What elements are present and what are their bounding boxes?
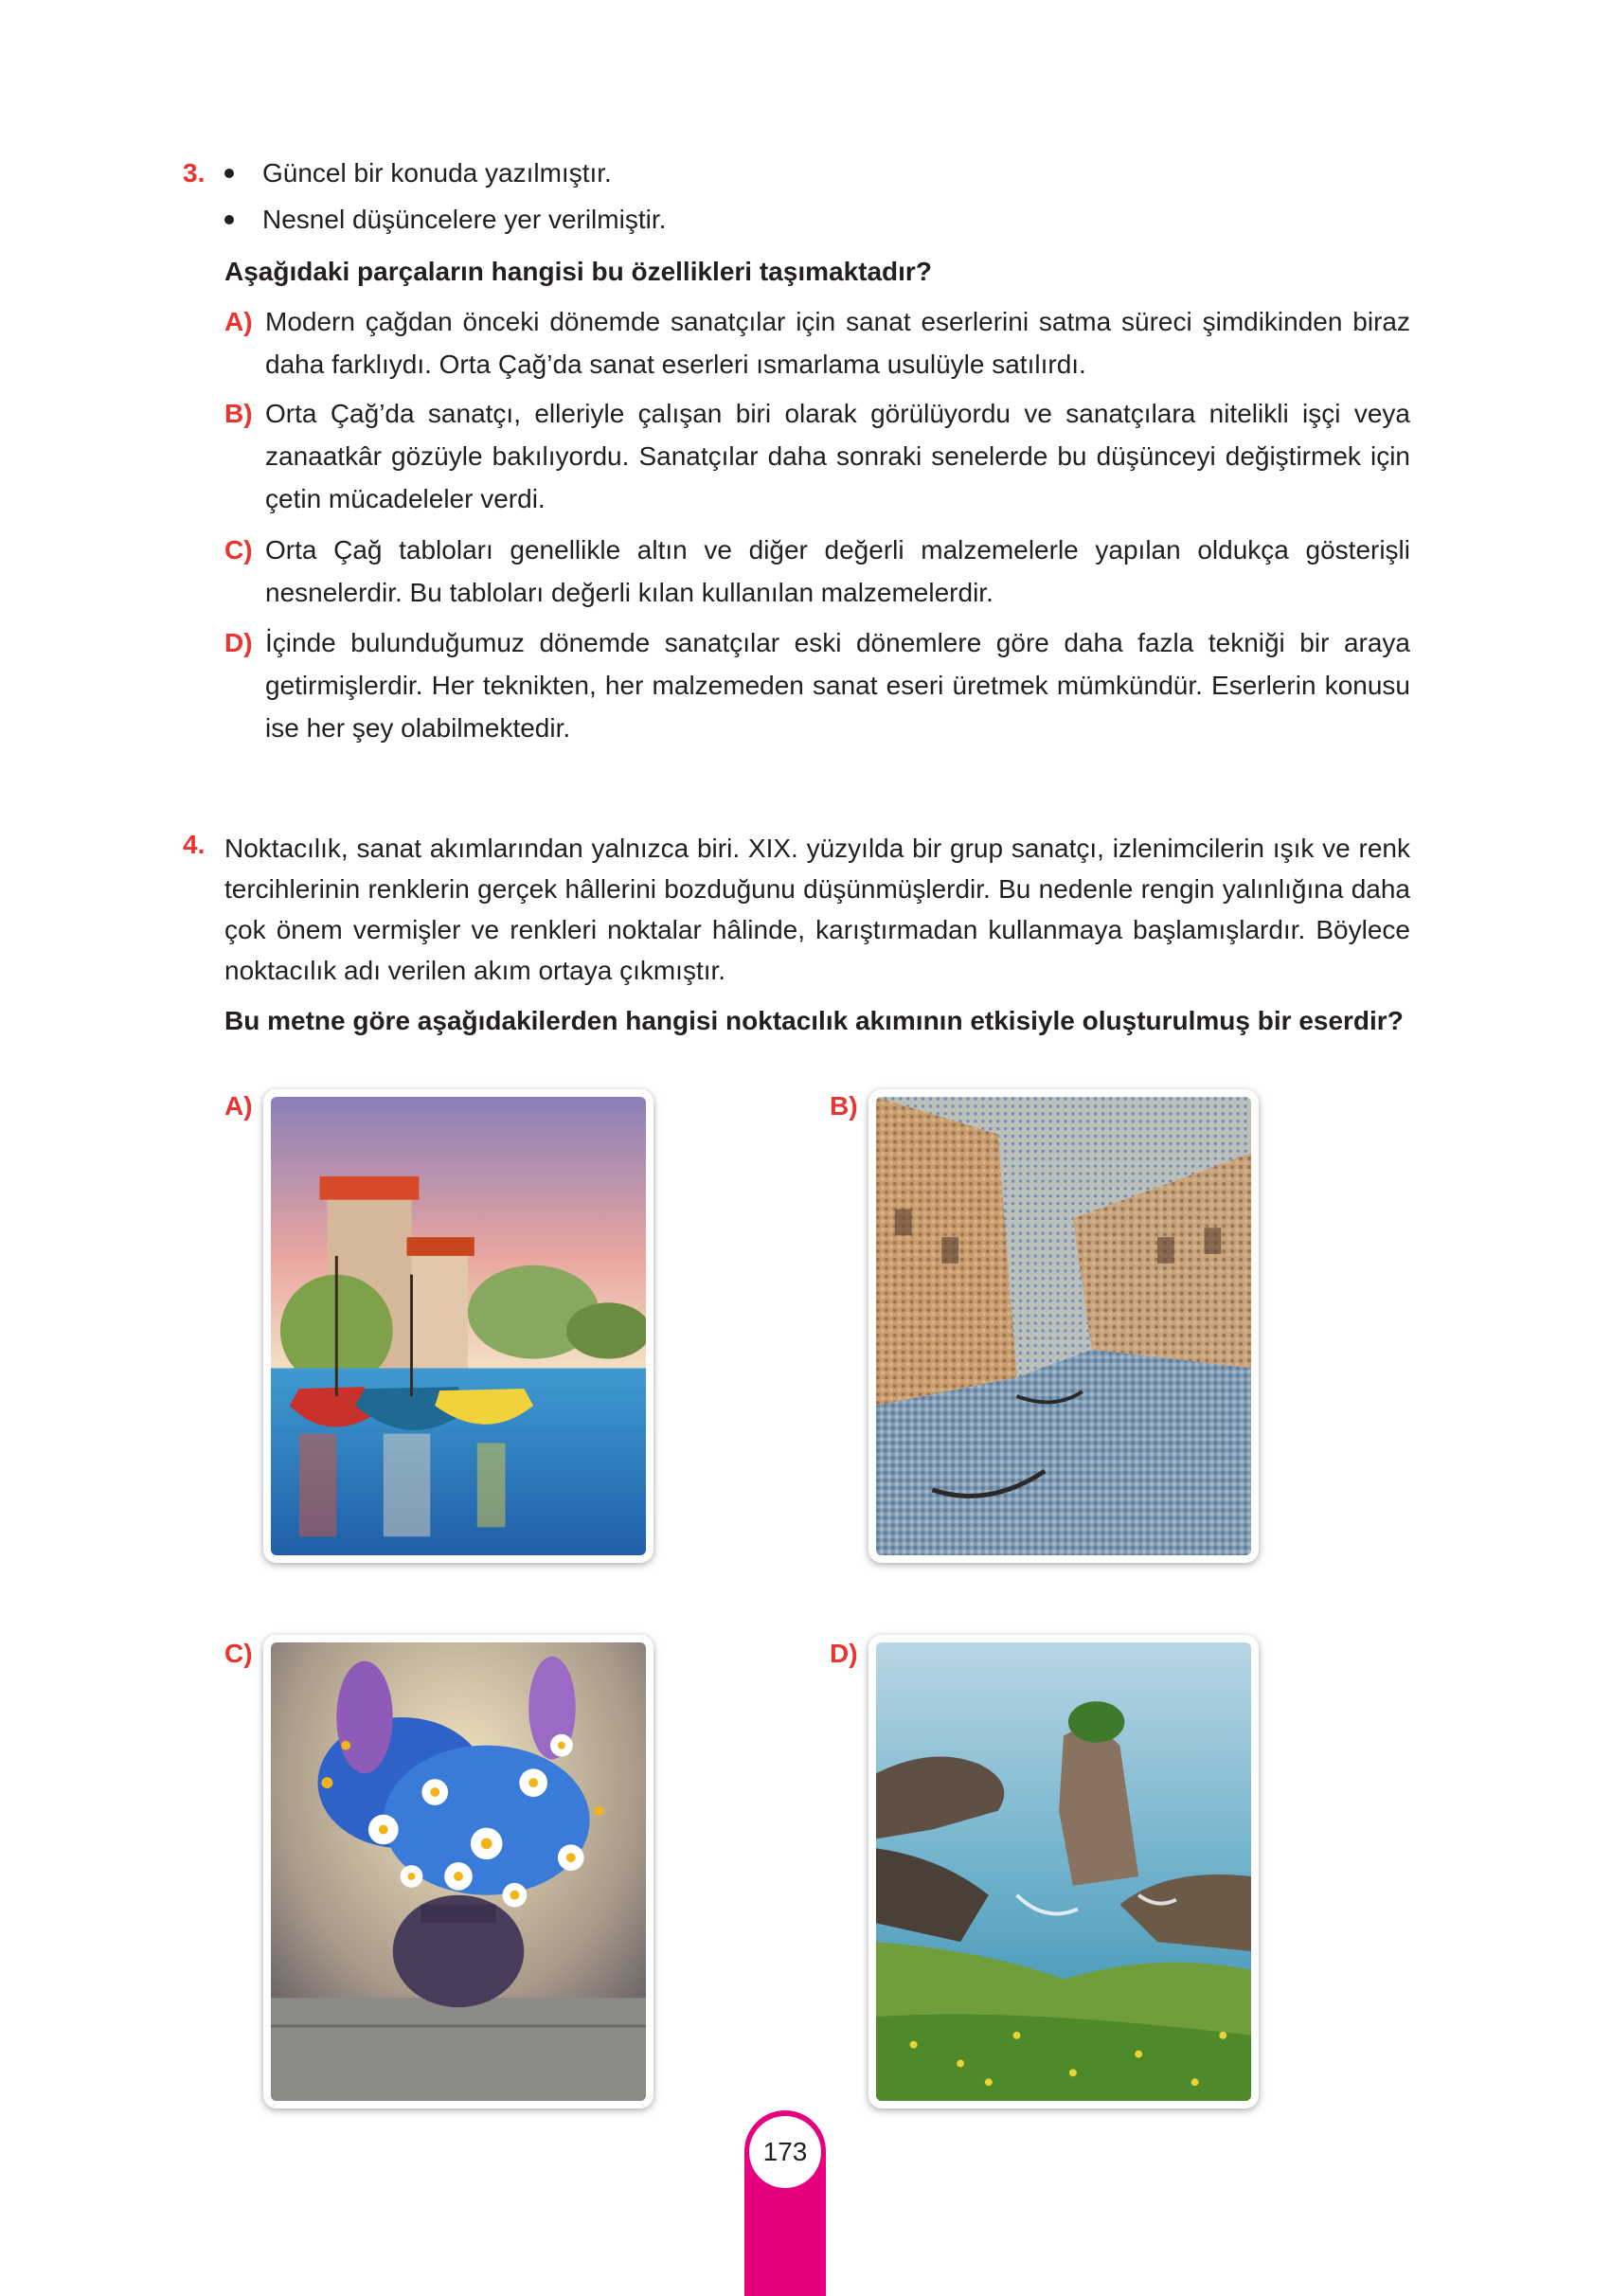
question-4-number: 4. <box>183 830 206 859</box>
option-label: D) <box>224 628 253 657</box>
option-text: Orta Çağ tabloları genellikle altın ve diğer değerli malzemelerle yapılan oldukça gösterişli nesnelerdir. Bu tabloları değerli kılan kullanılan malzemelerdir. <box>265 535 1410 607</box>
question-3-option-c[interactable] <box>224 529 1410 614</box>
option-text: İçinde bulunduğumuz dönemde sanatçılar eski dönemlere göre daha fazla tekniği bir araya getirmişlerdir. Her teknikten, her malzemeden sanat eseri üretmek mümkündür. Eserlerin konusu ise her şey olabilmektedir. <box>265 628 1410 743</box>
image-option-b[interactable] <box>868 1089 1259 1563</box>
option-label: A) <box>224 307 253 336</box>
image-option-b-label: B) <box>830 1091 858 1121</box>
image-option-a-label: A) <box>224 1091 253 1121</box>
option-label: B) <box>224 399 253 428</box>
bullet-dot-icon <box>224 215 234 224</box>
image-option-a[interactable] <box>263 1089 653 1563</box>
question-3-option-d[interactable] <box>224 621 1410 749</box>
image-option-c-label: C) <box>224 1639 253 1668</box>
harbor-painting-image <box>271 1097 646 1555</box>
option-text: Modern çağdan önceki dönemde sanatçılar için sanat eserlerini satma süreci şimdikinden biraz daha farklıydı. Orta Çağ’da sanat eserleri ısmarlama usulüyle satılırdı. <box>265 307 1410 379</box>
question-3-bullet-1 <box>224 151 612 196</box>
bullet-text: Güncel bir konuda yazılmıştır. <box>262 158 612 188</box>
option-label: C) <box>224 535 253 565</box>
image-option-d[interactable] <box>868 1635 1259 2108</box>
option-text: Orta Çağ’da sanatçı, elleriyle çalışan biri olarak görülüyordu ve sanatçılara nitelikli işçi veya zanaatkâr gözüyle bakılıyordu. Sanatçılar daha sonraki senelerde bu düşünceyi değiştirmek için çetin mücadeleler verdi. <box>265 399 1410 513</box>
image-option-c[interactable] <box>263 1635 653 2108</box>
question-4-stem: Bu metne göre aşağıdakilerden hangisi noktacılık akımının etkisiyle oluşturulmuş bir eserdir? <box>224 1006 1404 1035</box>
question-3-option-a[interactable] <box>224 300 1410 386</box>
question-3-stem: Aşağıdaki parçaların hangisi bu özellikleri taşımaktadır? <box>224 257 932 286</box>
image-option-d-label: D) <box>830 1639 858 1668</box>
bullet-dot-icon <box>224 169 234 178</box>
bullet-text: Nesnel düşüncelere yer verilmiştir. <box>262 205 667 234</box>
page-number: 173 <box>749 2116 821 2188</box>
flower-vase-painting-image <box>271 1642 646 2101</box>
question-3-option-b[interactable] <box>224 392 1410 520</box>
pointillist-canal-image <box>876 1097 1251 1555</box>
question-3-number: 3. <box>183 158 206 188</box>
question-3-bullet-2 <box>224 197 666 242</box>
seascape-painting-image <box>876 1642 1251 2101</box>
question-4-paragraph: Noktacılık, sanat akımlarından yalnızca biri. XIX. yüzyılda bir grup sanatçı, izlenimcilerin ışık ve renk tercihlerinin renklerin gerçek hâllerini bozduğunu düşünmüşlerdir. Bu nedenle rengin yalınlığına daha çok önem vermişler ve renkleri noktalar hâlinde, karıştırmadan kullanmaya başlamışlardır. Böylece noktacılık adı verilen akım ortaya çıkmıştır. <box>224 834 1410 985</box>
